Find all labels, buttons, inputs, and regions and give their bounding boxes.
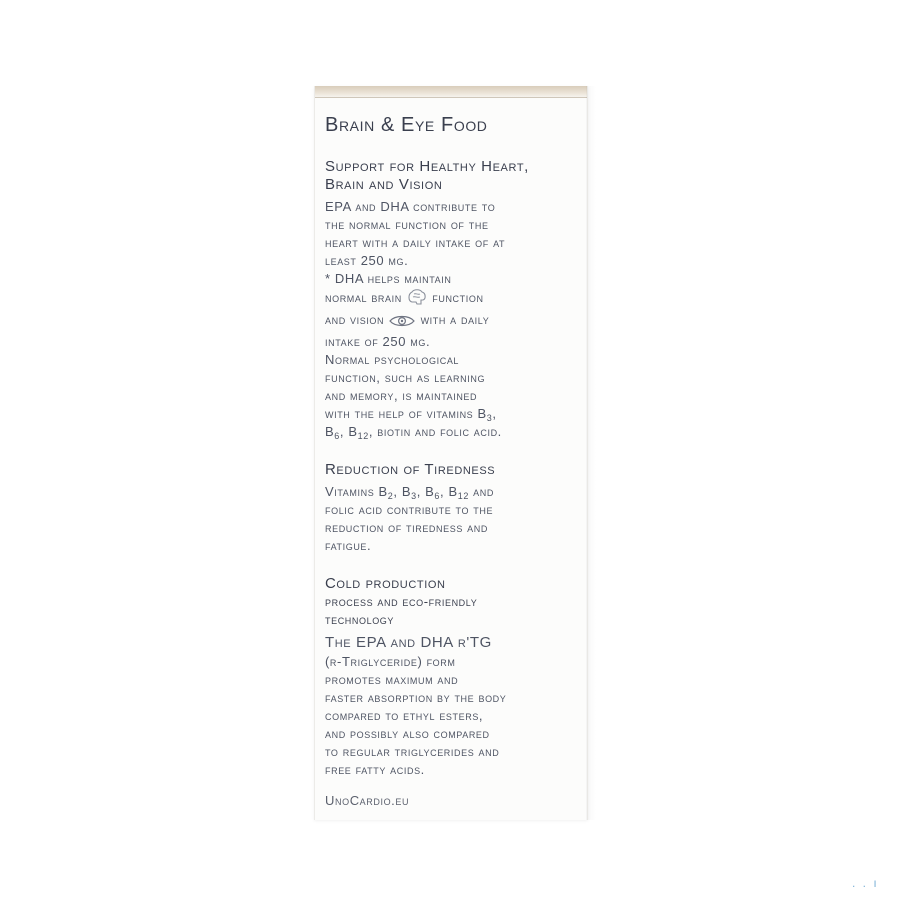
section-heading: Reduction of Tiredness [325,461,496,478]
section-heading: Support for Healthy Heart, Brain and Vision [325,158,529,193]
box-edge-shadow [586,86,596,820]
brain-icon [406,288,428,311]
section-body: EPA and DHA contribute to the normal function of the heart with a daily intake of at least 250 mg. * DHA helps maintain normal brain function and vision with a daily intake of 250 mg. Normal psychological function, such as learning and memory, is maintained with the help of vitamins $B_3$, $B_6$, $B_{12}$, biotin and folic acid. [325,199,506,441]
section-heading: Cold production process and eco-friendly technology [325,575,478,627]
box-top-edge [315,86,587,97]
eye-icon [388,314,416,333]
section-body: Vitamins $B_2$, $B_3$, $B_6$, $B_{12}$ and folic acid contribute to the reduction of tiredness and fatigue. [325,484,494,553]
section-body: The EPA and DHA r'TG (r-Triglyceride) form promotes maximum and faster absorption by the body compared to ethyl esters, and possibly also compared to regular triglycerides and free fatty acids. [325,634,507,777]
product-title: Brain & Eye Food [325,114,488,136]
watermark-mark: . . ı [852,876,879,890]
section-heart-brain-vision [325,158,575,441]
section-cold-production [325,575,575,779]
section-tiredness [325,461,575,555]
box-text-content [325,112,575,808]
website-url: UnoCardio.eu [325,793,410,808]
box-top-divider [315,97,587,98]
